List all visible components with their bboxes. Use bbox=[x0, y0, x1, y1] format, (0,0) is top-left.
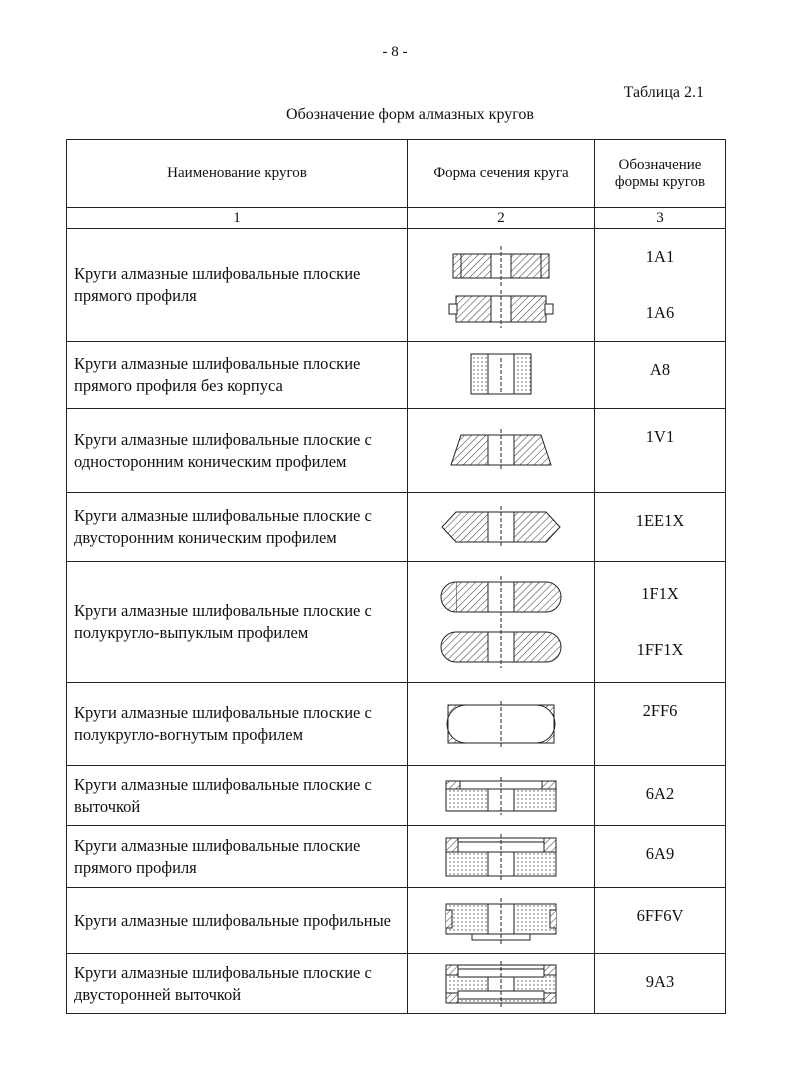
table-header-row bbox=[67, 140, 726, 208]
column-number-row bbox=[67, 208, 726, 229]
table-row bbox=[67, 683, 726, 766]
section-drawing bbox=[408, 826, 595, 888]
form-code: 1EE1X bbox=[595, 493, 726, 562]
form-code: 1FF1X bbox=[636, 640, 684, 659]
header-wheel-name: Наименование кругов bbox=[67, 140, 408, 208]
section-drawing bbox=[408, 493, 595, 562]
form-code: 1V1 bbox=[595, 409, 726, 493]
form-code: A8 bbox=[595, 342, 726, 409]
table-row bbox=[67, 409, 726, 493]
table-row bbox=[67, 954, 726, 1014]
column-number: 1 bbox=[67, 208, 408, 229]
section-drawing bbox=[408, 766, 595, 826]
table-row bbox=[67, 342, 726, 409]
section-drawing bbox=[408, 229, 595, 342]
wheel-forms-table bbox=[66, 139, 726, 1014]
column-number: 2 bbox=[408, 208, 595, 229]
table-label: Таблица 2.1 bbox=[623, 84, 704, 101]
wheel-name: Круги алмазные шлифовальные плоские прямого профиля bbox=[67, 826, 408, 888]
form-code-cell bbox=[595, 229, 726, 342]
table-row bbox=[67, 562, 726, 683]
table-row bbox=[67, 888, 726, 954]
wheel-name: Круги алмазные шлифовальные профильные bbox=[67, 888, 408, 954]
wheel-name: Круги алмазные шлифовальные плоские с односторонним коническим профилем bbox=[67, 409, 408, 493]
section-drawing bbox=[408, 342, 595, 409]
table-row bbox=[67, 826, 726, 888]
wheel-name: Круги алмазные шлифовальные плоские с двусторонним коническим профилем bbox=[67, 493, 408, 562]
table-row bbox=[67, 493, 726, 562]
form-code: 1A1 bbox=[645, 247, 675, 266]
wheel-name: Круги алмазные шлифовальные плоские с двусторонней выточкой bbox=[67, 954, 408, 1014]
form-code: 1A6 bbox=[645, 303, 675, 322]
header-form-code: Обозначение формы кругов bbox=[595, 140, 726, 208]
column-number: 3 bbox=[595, 208, 726, 229]
form-code: 9A3 bbox=[595, 954, 726, 1014]
wheel-name: Круги алмазные шлифовальные плоские прямого профиля без корпуса bbox=[67, 342, 408, 409]
section-drawing bbox=[408, 888, 595, 954]
form-code: 1F1X bbox=[641, 584, 679, 603]
form-code: 2FF6 bbox=[595, 683, 726, 766]
form-code: 6FF6V bbox=[595, 888, 726, 954]
wheel-name: Круги алмазные шлифовальные плоские с полукругло-выпуклым профилем bbox=[67, 562, 408, 683]
wheel-name: Круги алмазные шлифовальные плоские прямого профиля bbox=[67, 229, 408, 342]
section-drawing bbox=[408, 409, 595, 493]
form-code: 6A2 bbox=[595, 766, 726, 826]
form-code-cell bbox=[595, 562, 726, 683]
table-row bbox=[67, 229, 726, 342]
page-number: - 8 - bbox=[382, 44, 408, 60]
table-row bbox=[67, 766, 726, 826]
header-section-form: Форма сечения круга bbox=[408, 140, 595, 208]
section-drawing bbox=[408, 954, 595, 1014]
table-title: Обозначение форм алмазных кругов bbox=[286, 106, 534, 123]
section-drawing bbox=[408, 562, 595, 683]
form-code: 6A9 bbox=[595, 826, 726, 888]
wheel-name: Круги алмазные шлифовальные плоские с полукругло-вогнутым профилем bbox=[67, 683, 408, 766]
section-drawing bbox=[408, 683, 595, 766]
wheel-name: Круги алмазные шлифовальные плоские с выточкой bbox=[67, 766, 408, 826]
